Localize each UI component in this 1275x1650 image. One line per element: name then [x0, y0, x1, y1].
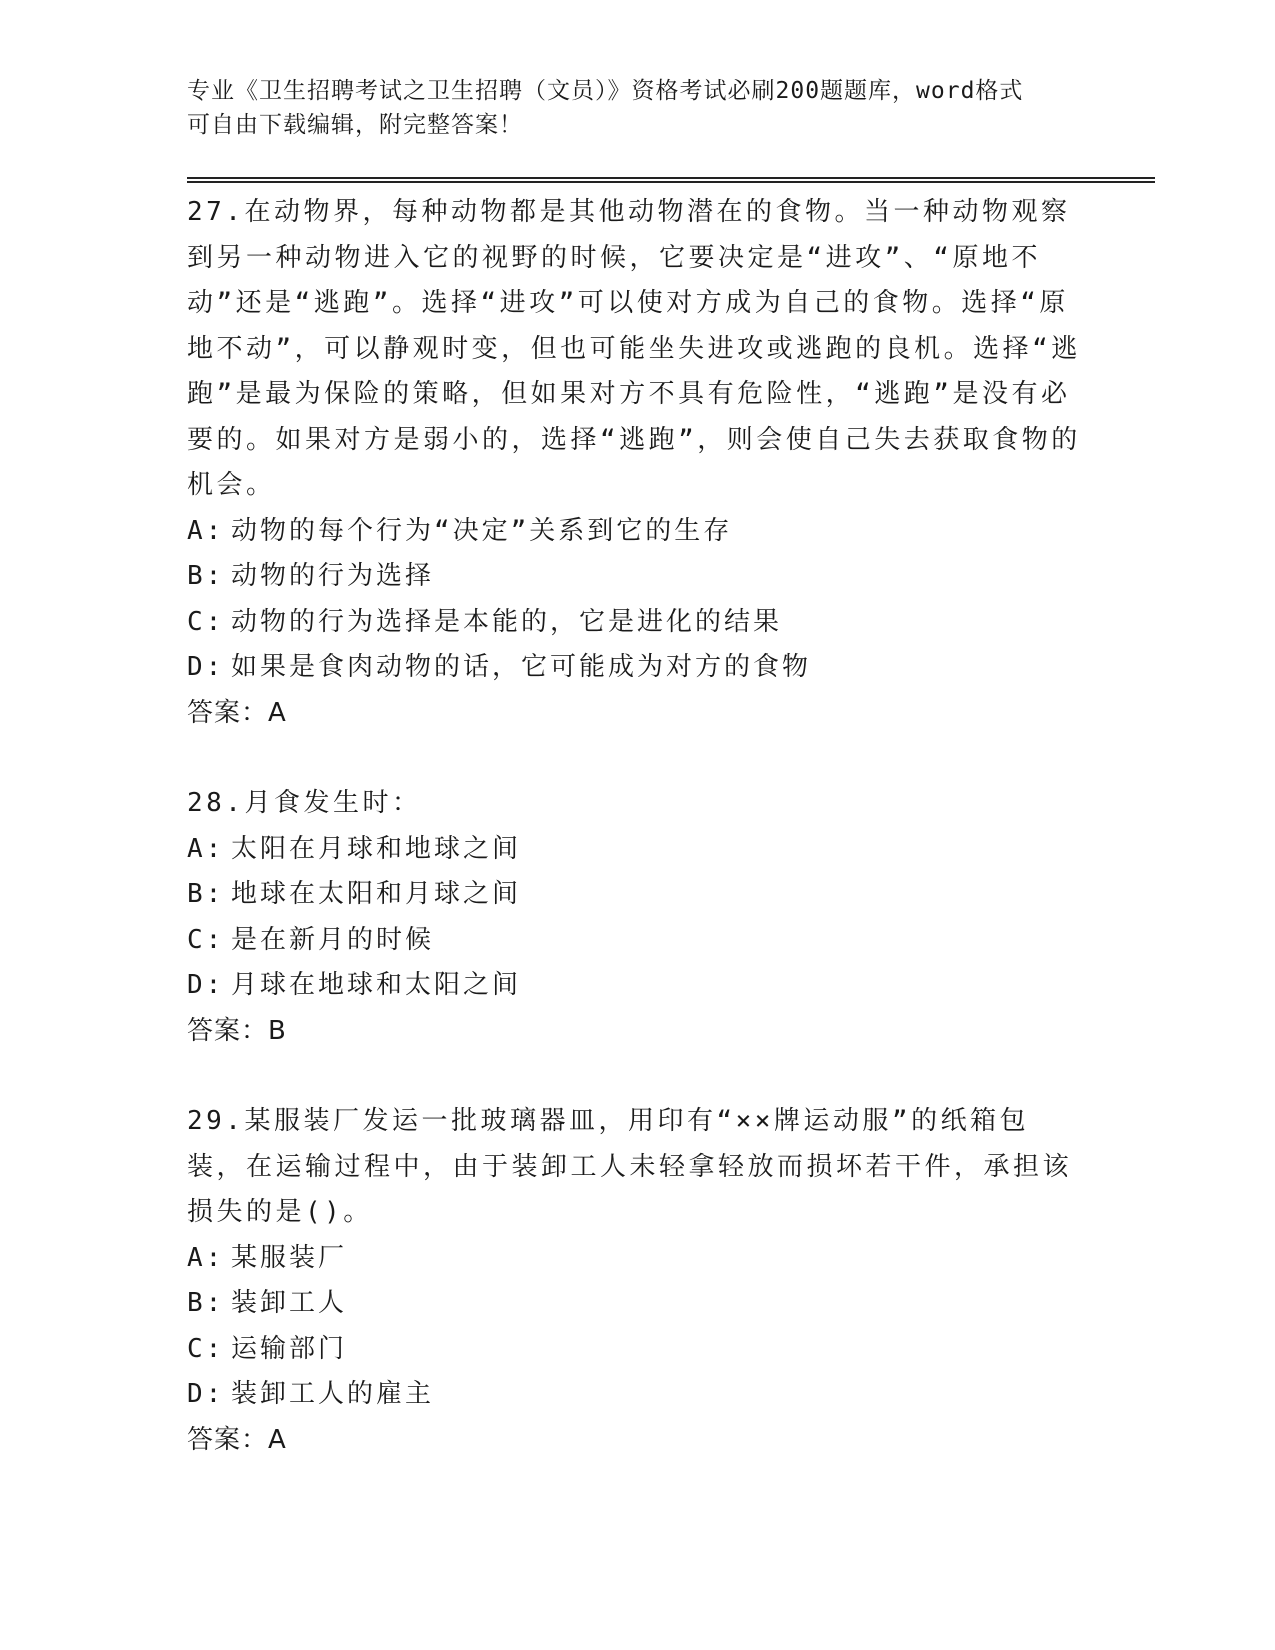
header-title-line-2: 可自由下载编辑，附完整答案！ — [187, 112, 523, 138]
header-title-line-1: 专业《卫生招聘考试之卫生招聘（文员）》资格考试必刷200题题库，word格式 — [187, 78, 1024, 104]
option-text: 某服装厂 — [231, 1242, 348, 1273]
option-text: 是在新月的时候 — [231, 924, 435, 955]
option-letter: D: — [187, 652, 225, 682]
option-text: 装卸工人 — [231, 1288, 348, 1318]
option-letter: C: — [187, 1333, 225, 1364]
question-29 — [187, 1099, 1087, 1463]
option-d — [187, 645, 1087, 691]
option-text: 动物的行为选择是本能的，它是进化的结果 — [231, 606, 783, 637]
option-b — [187, 554, 1087, 600]
option-letter: A: — [187, 1242, 225, 1273]
option-text: 运输部门 — [231, 1333, 348, 1364]
option-letter: C: — [187, 606, 225, 637]
option-letter: D: — [187, 970, 225, 1000]
option-letter: B: — [187, 1288, 225, 1318]
header-double-rule — [187, 177, 1155, 183]
option-text: 如果是食肉动物的话，它可能成为对方的食物 — [231, 652, 812, 682]
question-27 — [187, 190, 1087, 736]
question-28 — [187, 781, 1087, 1054]
option-c — [187, 918, 1087, 964]
option-letter: B: — [187, 561, 225, 591]
option-text: 太阳在月球和地球之间 — [231, 833, 522, 864]
option-c — [187, 600, 1087, 646]
option-c — [187, 1327, 1087, 1373]
question-list — [187, 190, 1087, 1508]
option-text: 装卸工人的雇主 — [231, 1379, 435, 1409]
option-d — [187, 963, 1087, 1009]
option-d — [187, 1372, 1087, 1418]
option-b — [187, 872, 1087, 918]
option-letter: B: — [187, 879, 225, 909]
question-text: 29.某服装厂发运一批玻璃器皿，用印有“××牌运动服”的纸箱包装，在运输过程中，由于装卸工人未轻拿轻放而损坏若干件，承担该损失的是()。 — [187, 1106, 1073, 1227]
document-header — [187, 74, 1087, 142]
option-a — [187, 1236, 1087, 1282]
option-a — [187, 509, 1087, 555]
option-text: 动物的行为选择 — [231, 561, 435, 591]
option-letter: A: — [187, 833, 225, 864]
answer-line: 答案：A — [187, 697, 287, 728]
option-letter: D: — [187, 1379, 225, 1409]
option-a — [187, 827, 1087, 873]
option-text: 地球在太阳和月球之间 — [231, 879, 522, 909]
answer-line: 答案：B — [187, 1015, 287, 1046]
option-b — [187, 1281, 1087, 1327]
option-text: 月球在地球和太阳之间 — [231, 970, 522, 1000]
option-letter: A: — [187, 515, 225, 546]
answer-line: 答案：A — [187, 1424, 287, 1455]
option-text: 动物的每个行为“决定”关系到它的生存 — [231, 515, 733, 546]
question-text: 28.月食发生时： — [187, 788, 422, 818]
question-text: 27.在动物界，每种动物都是其他动物潜在的食物。当一种动物观察到另一种动物进入它的视野的时候，它要决定是“进攻”、“原地不动”还是“逃跑”。选择“进攻”可以使对方成为自己的食物。选择“原地不动”，可以静观时变，但也可能坐失进攻或逃跑的良机。选择“逃跑”是最为保险的策略，但如果对方不具有危险性，“逃跑”是没有必要的。如果对方是弱小的，选择“逃跑”，则会使自己失去获取食物的机会。 — [187, 197, 1081, 500]
option-letter: C: — [187, 924, 225, 955]
